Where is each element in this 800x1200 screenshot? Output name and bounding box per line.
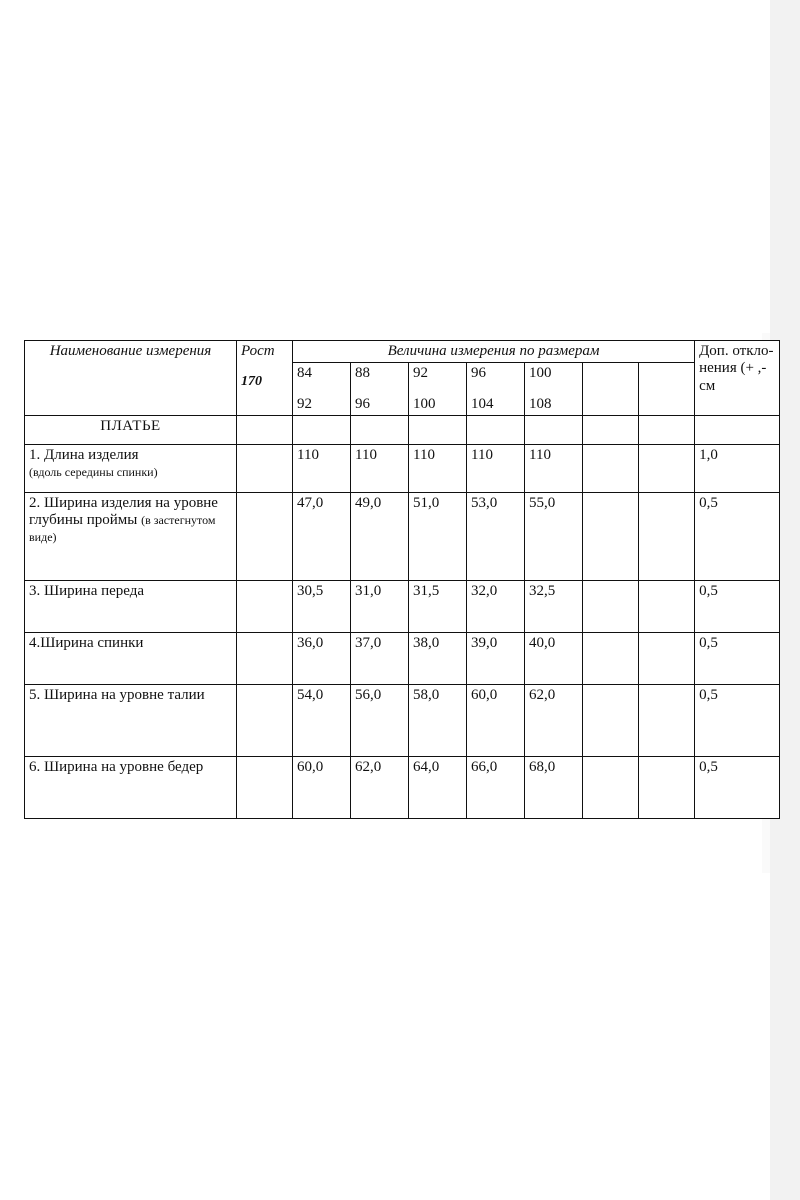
size-column-7 [639,363,695,416]
section-title-cell-3 [409,415,467,444]
row-name [25,492,237,580]
row-value-4: 60,0 [467,684,525,756]
row-value-7 [639,580,695,632]
row-value-3: 64,0 [409,756,467,818]
row-value-1: 30,5 [293,580,351,632]
row-rost-cell [237,684,293,756]
row-value-5: 55,0 [525,492,583,580]
row-value-4: 39,0 [467,632,525,684]
section-title-cell-6 [583,415,639,444]
section-title-rost-cell [237,415,293,444]
size-top-3: 92 [413,365,428,382]
row-value-1: 47,0 [293,492,351,580]
row-rost-cell [237,492,293,580]
row-name [25,444,237,492]
size-column-5 [525,363,583,416]
row-value-2: 62,0 [351,756,409,818]
row-name-main: 3. Ширина переда [29,582,145,599]
row-deviation: 0,5 [695,632,780,684]
size-top-2: 88 [355,365,370,382]
row-value-7 [639,492,695,580]
row-value-7 [639,632,695,684]
row-value-2: 56,0 [351,684,409,756]
section-title-row [25,415,780,444]
size-bottom-2: 96 [355,395,370,412]
size-bottom-1: 92 [297,395,312,412]
size-top-5: 100 [529,365,552,382]
header-deviation-line1: Доп. откло- [699,343,774,359]
row-value-1: 54,0 [293,684,351,756]
row-name-main: 2. Ширина изделия на уровне глубины проймы [29,494,218,528]
row-value-3: 51,0 [409,492,467,580]
row-name-note: (вдоль середины спинки) [29,465,158,479]
row-name [25,684,237,756]
size-top-1: 84 [297,365,312,382]
size-column-1 [293,363,351,416]
row-deviation: 0,5 [695,756,780,818]
row-value-6 [583,492,639,580]
row-name-main: 5. Ширина на уровне талии [29,686,205,703]
header-rost-label: Рост [241,343,275,359]
row-name [25,756,237,818]
row-value-4: 110 [467,444,525,492]
row-value-5: 40,0 [525,632,583,684]
section-title-cell-2 [351,415,409,444]
row-deviation: 1,0 [695,444,780,492]
row-value-1: 36,0 [293,632,351,684]
row-value-5: 32,5 [525,580,583,632]
size-column-2 [351,363,409,416]
section-title-cell-4 [467,415,525,444]
row-name-main: 6. Ширина на уровне бедер [29,758,204,775]
row-rost-cell [237,444,293,492]
row-value-4: 66,0 [467,756,525,818]
row-value-3: 31,5 [409,580,467,632]
row-value-3: 110 [409,444,467,492]
table-row [25,580,780,632]
size-bottom-3: 100 [413,395,436,412]
section-title: ПЛАТЬЕ [25,415,237,444]
row-value-6 [583,580,639,632]
row-value-3: 38,0 [409,632,467,684]
table-row [25,492,780,580]
row-value-2: 37,0 [351,632,409,684]
section-title-cell-1 [293,415,351,444]
row-name-main: 1. Длина изделия [29,446,139,463]
header-sizes-title: Величина измерения по размерам [293,341,695,363]
row-value-1: 60,0 [293,756,351,818]
row-value-5: 68,0 [525,756,583,818]
size-bottom-4: 104 [471,395,494,412]
row-deviation: 0,5 [695,684,780,756]
row-value-6 [583,684,639,756]
row-value-6 [583,632,639,684]
section-title-deviation-cell [695,415,780,444]
row-value-1: 110 [293,444,351,492]
row-name-note: (в застегнутом виде) [29,513,216,545]
header-rost-column [237,341,293,416]
row-value-3: 58,0 [409,684,467,756]
measurements-table [24,340,780,819]
header-rost-value: 170 [241,374,262,390]
row-deviation: 0,5 [695,492,780,580]
header-deviation-line2: нения (+ ,-см [699,360,767,394]
row-value-2: 31,0 [351,580,409,632]
header-name-column: Наименование измерения [25,341,237,416]
row-value-7 [639,756,695,818]
row-value-7 [639,684,695,756]
table-row [25,684,780,756]
row-value-4: 32,0 [467,580,525,632]
table-header-row [25,341,780,363]
row-value-2: 110 [351,444,409,492]
row-value-5: 110 [525,444,583,492]
size-top-4: 96 [471,365,486,382]
row-rost-cell [237,756,293,818]
row-rost-cell [237,632,293,684]
row-value-5: 62,0 [525,684,583,756]
row-rost-cell [237,580,293,632]
row-name [25,632,237,684]
row-value-6 [583,756,639,818]
row-value-2: 49,0 [351,492,409,580]
row-value-7 [639,444,695,492]
size-bottom-5: 108 [529,395,552,412]
size-column-6 [583,363,639,416]
size-column-4 [467,363,525,416]
row-value-6 [583,444,639,492]
row-value-4: 53,0 [467,492,525,580]
table-row [25,444,780,492]
row-deviation: 0,5 [695,580,780,632]
row-name-main: 4.Ширина спинки [29,634,144,651]
table-row [25,756,780,818]
size-column-3 [409,363,467,416]
section-title-cell-5 [525,415,583,444]
measurement-sheet [24,340,774,819]
header-deviation-column [695,341,780,416]
section-title-cell-7 [639,415,695,444]
table-row [25,632,780,684]
row-name [25,580,237,632]
